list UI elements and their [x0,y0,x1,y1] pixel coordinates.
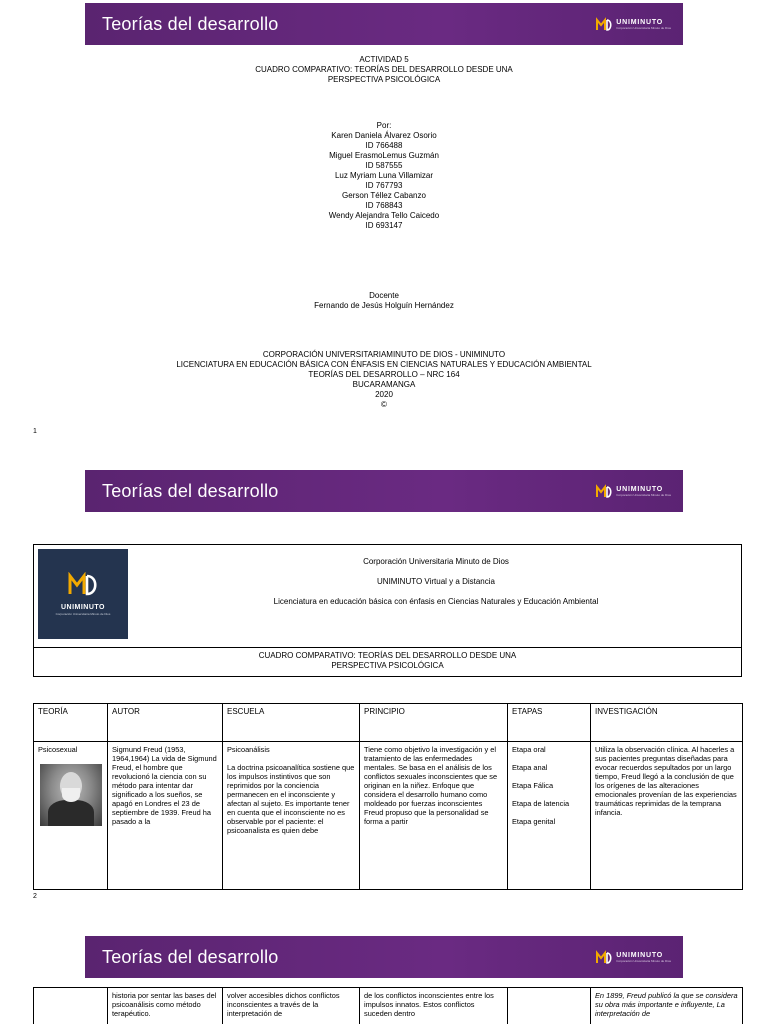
logo-name: UNIMINUTO [616,18,664,26]
city: BUCARAMANGA [352,380,416,389]
escuela-text: La doctrina psicoanalítica sostiene que los impulsos instintivos que son reprimidos por la conciencia permanecen en el inconsciente y afectan al sujeto. Es importante tener en cuenta que el inconsciente no es observable por el paciente: el psicoanalista es quien debe [227,763,355,835]
author-name: Luz Myriam Luna Villamizar [334,171,434,180]
column-header: ESCUELA [223,704,360,742]
author-id: ID 766488 [365,141,403,150]
uniminuto-logo [596,17,671,31]
column-header: TEORÍA [34,704,108,742]
author-name: Karen Daniela Álvarez Osorio [331,131,437,140]
teoria-text: Psicosexual [38,745,78,754]
md-logo-icon [596,17,612,31]
stage-item: Etapa Fálica [512,781,554,790]
stage-item: Etapa anal [512,763,548,772]
box-title-line2: PERSPECTIVA PSICOLÓGICA [331,661,444,670]
column-header: INVESTIGACIÓN [591,704,743,742]
freud-portrait-image [40,764,102,826]
docente-name: Fernando de Jesús Holguín Hernández [314,301,454,310]
institution-name: CORPORACIÓN UNIVERSITARIAMINUTO DE DIOS - UNIMINUTO [262,350,506,359]
page-number: 2 [33,893,37,900]
principio-cell: Tiene como objetivo la investigación y el tratamiento de las enfermedades mentales. Se basa en el análisis de los conflictos sexuales inconscientes que se originan en la niñez. Enfoque que considera el desarrollo humano como moldeado por fuerzas inconscientes Freud propuso que la personalidad se forma a partir [360,742,508,890]
year: 2020 [375,390,393,399]
escuela-title: Psicoanálisis [227,745,270,754]
md-logo-icon [68,572,98,596]
por-label: Por: [376,121,392,130]
box-title-line1: CUADRO COMPARATIVO: TEORÍAS DEL DESARROLLO DESDE UNA [258,651,517,660]
docente-block [0,291,768,311]
page-header-banner [85,936,683,978]
stage-item: Etapa genital [512,817,556,826]
table-row [34,988,743,1024]
institution-block [0,350,768,410]
page-header-banner [85,3,683,45]
column-header: AUTOR [108,704,223,742]
comparison-table [33,703,743,890]
investigacion-cell: En 1899, Freud publicó la que se considera su obra más importante e influyente, La interpretación de [591,988,743,1024]
column-header: PRINCIPIO [360,704,508,742]
logo-subtitle: Corporación Universitaria Minuto de Dios [55,612,111,616]
banner-title: Teorías del desarrollo [102,13,279,34]
uniminuto-square-logo [38,549,128,639]
cover-title-line2: PERSPECTIVA PSICOLÓGICA [327,75,441,84]
author-name: Wendy Alejandra Tello Caicedo [328,211,440,220]
university-lines [134,557,738,617]
stage-item: Etapa oral [512,745,546,754]
table-header-row [34,704,743,742]
logo-name: UNIMINUTO [616,485,664,493]
copyright-symbol: © [381,400,387,409]
teoria-cell [34,988,108,1024]
md-logo-icon [596,950,612,964]
investigacion-cell: Utiliza la observación clínica. Al hacerles a sus pacientes preguntas diseñadas para evocar recuerdos sepultados por un largo tiempo, Freud llegó a la conclusión de que los orígenes de las alteraciones emocionales provenían de las experiencias traumáticas reprimidas de la temprana infancia. [591,742,743,890]
autor-cell: historia por sentar las bases del psicoanálisis como método terapéutico. [108,988,223,1024]
cover-title-line1: CUADRO COMPARATIVO: TEORÍAS DEL DESARROLLO DESDE UNA [255,65,513,74]
authors-block [0,121,768,231]
cover-title-block [0,55,768,85]
principio-cell: de los conflictos inconscientes entre los impulsos innatos. Estos conflictos suceden dentro [360,988,508,1024]
logo-name: UNIMINUTO [616,951,664,959]
comparison-table-continued [33,987,743,1024]
page-number: 1 [33,428,37,435]
stage-item: Etapa de latencia [512,799,570,808]
university-line: Licenciatura en educación básica con énfasis en Ciencias Naturales y Educación Ambiental [273,597,599,606]
banner-title: Teorías del desarrollo [102,946,279,967]
author-name: Miguel ErasmoLemus Guzmán [329,151,439,160]
logo-name: UNIMINUTO [60,604,106,611]
logo-subtitle: Corporación Universitaria Minuto de Dios [616,958,671,963]
divider [34,647,741,648]
logo-subtitle: Corporación Universitaria Minuto de Dios [616,492,671,497]
course-name: TEORÍAS DEL DESARROLLO – NRC 164 [308,370,460,379]
activity-label: ACTIVIDAD 5 [359,55,409,64]
etapas-cell [508,742,591,890]
escuela-cell: volver accesibles dichos conflictos inconscientes a través de la interpretación de [223,988,360,1024]
author-name: Gerson Téllez Cabanzo [342,191,426,200]
teoria-cell [34,742,108,890]
docente-label: Docente [369,291,399,300]
author-id: ID 768843 [365,201,403,210]
university-line: UNIMINUTO Virtual y a Distancia [377,577,495,586]
uniminuto-logo [596,484,671,498]
box-title [34,651,741,671]
table-row [34,742,743,890]
author-id: ID 587555 [365,161,403,170]
program-name: LICENCIATURA EN EDUCACIÓN BÁSICA CON ÉNFASIS EN CIENCIAS NATURALES Y EDUCACIÓN AMBIENTAL [176,360,592,369]
author-id: ID 693147 [365,221,403,230]
author-id: ID 767793 [365,181,403,190]
page-header-banner [85,470,683,512]
md-logo-icon [596,484,612,498]
logo-subtitle: Corporación Universitaria Minuto de Dios [616,25,671,30]
banner-title: Teorías del desarrollo [102,480,279,501]
column-header: ETAPAS [508,704,591,742]
escuela-cell [223,742,360,890]
university-header-box [33,544,742,677]
university-line: Corporación Universitaria Minuto de Dios [363,557,509,566]
autor-cell: Sigmund Freud (1953, 1964,1964) La vida de Sigmund Freud, el hombre que revolucionó la ciencia con su método para intentar dar significado a los sueños, se apagó en Londres el 23 de septiembre de 1939. Freud ha pasado a la [108,742,223,890]
uniminuto-logo [596,950,671,964]
etapas-cell [508,988,591,1024]
